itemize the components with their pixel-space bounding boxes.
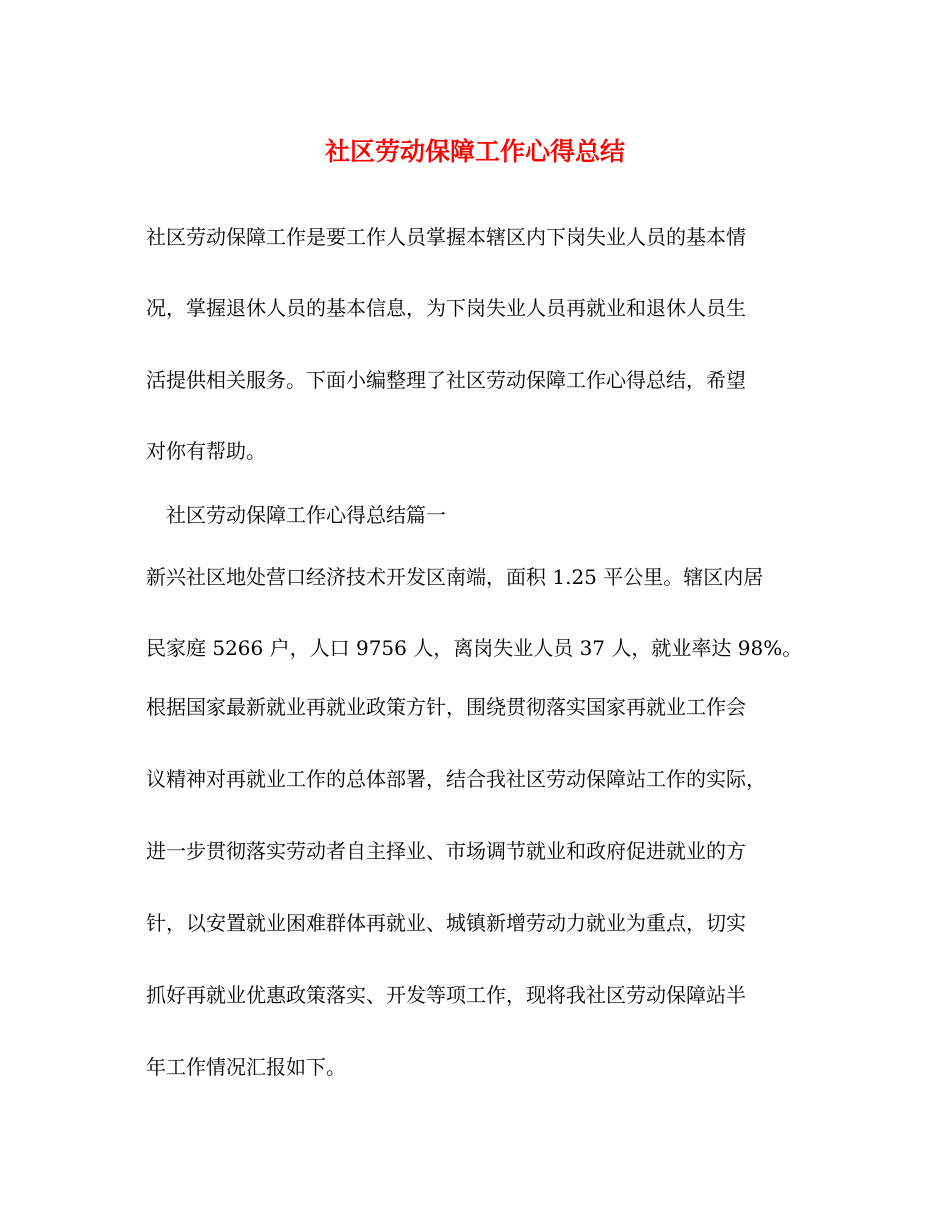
body-line-3: 根据国家最新就业再就业政策方针，围绕贯彻落实国家再就业工作会 (146, 695, 746, 719)
body-line-8: 年工作情况汇报如下。 (146, 1055, 346, 1079)
intro-line-4: 对你有帮助。 (146, 439, 266, 463)
intro-line-2: 况，掌握退休人员的基本信息，为下岗失业人员再就业和退休人员生 (146, 296, 746, 320)
intro-line-1: 社区劳动保障工作是要工作人员掌握本辖区内下岗失业人员的基本情 (146, 225, 746, 249)
body-line-1: 新兴社区地处营口经济技术开发区南端，面积 1.25 平公里。辖区内居 (146, 565, 764, 589)
body-line-7: 抓好再就业优惠政策落实、开发等项工作，现将我社区劳动保障站半 (146, 983, 746, 1007)
intro-line-3: 活提供相关服务。下面小编整理了社区劳动保障工作心得总结，希望 (146, 368, 746, 392)
body-line-5: 进一步贯彻落实劳动者自主择业、市场调节就业和政府促进就业的方 (146, 839, 746, 863)
body-line-2: 民家庭 5266 户，人口 9756 人，离岗失业人员 37 人，就业率达 98%。 (146, 636, 803, 660)
body-line-4: 议精神对再就业工作的总体部署，结合我社区劳动保障站工作的实际， (146, 767, 766, 791)
section-heading: 社区劳动保障工作心得总结篇一 (166, 503, 446, 527)
document-title: 社区劳动保障工作心得总结 (324, 137, 625, 166)
body-line-6: 针，以安置就业困难群体再就业、城镇新增劳动力就业为重点，切实 (146, 911, 746, 935)
